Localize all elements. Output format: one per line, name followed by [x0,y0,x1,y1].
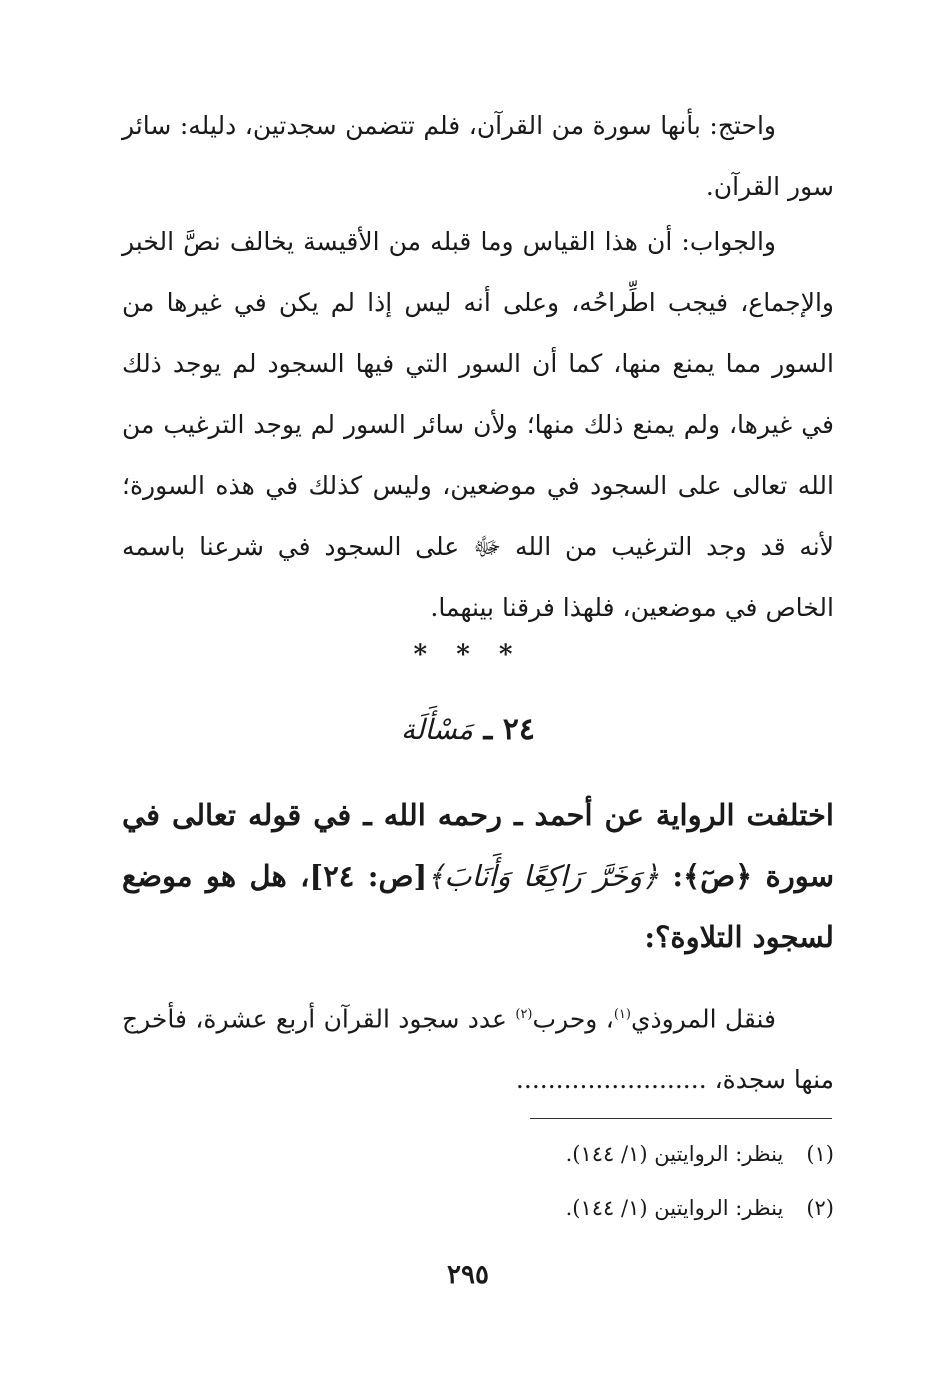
footnote-2-text: ينظر: الروايتين (١/ ١٤٤). [565,1196,784,1220]
footnote-2 [122,1196,834,1220]
footnote-1-number: (١) [806,1142,834,1166]
footnote-2-number: (٢) [806,1196,834,1220]
footnote-1-text: ينظر: الروايتين (١/ ١٤٤). [565,1142,784,1166]
quran-verse: ﴿وَخَرَّ رَاكِعًا وَأَنَابَ﴾ [427,859,660,893]
masala-label: مَسْأَلَة [401,713,474,746]
footnote-ref-1[interactable]: (١) [613,1007,631,1022]
question-paragraph [122,785,834,968]
narration-text-b: ، وحرب [532,1004,614,1034]
section-separator: * * * [413,640,523,670]
narration-text-c: عدد سجود القرآن أربع عشرة، فأخرج منها سجدة، [122,1004,834,1095]
paragraph-narration [122,984,834,1110]
paragraph-answer: والجواب: أن هذا القياس وما قبله من الأقيسة يخالف نصَّ الخبر والإجماع، فيجب اطِّراحُه، وعلى أنه ليس إذا لم يكن في غيرها من السور مما يمنع منها، كما أن السور التي فيها السجود لم يوجد ذلك في غيرها، ولم يمنع ذلك منها؛ ولأن سائر السور لم يوجد الترغيب من الله تعالى على السجود في موضعين، وليس كذلك في هذه السورة؛ لأنه قد وجد الترغيب من الله ﷻ على السجود في شرعنا باسمه الخاص في موضعين، فلهذا فرقنا بينهما. [122,227,834,622]
narration-text-a: فنقل المروذي [630,1004,776,1034]
question-text-2: [ص: ٢٤]، هل هو موضع لسجود التلاوة؟: [122,859,834,954]
paragraph-argument: واحتج: بأنها سورة من القرآن، فلم تتضمن سجدتين، دليله: سائر سور القرآن. [122,111,834,201]
page-number: ٢٩٥ [447,1260,489,1290]
masala-number: ٢٤ ـ [483,712,535,747]
footnote-1 [122,1142,834,1166]
continuation-dots: ........................ [515,1065,707,1095]
footnote-divider [530,1118,832,1119]
masala-heading [0,712,936,747]
question-text-1: اختلفت الرواية عن أحمد ـ رحمه الله ـ في قوله تعالى في سورة ﴿صٓ﴾: [122,798,834,893]
footnote-ref-2[interactable]: (٢) [515,1007,533,1022]
